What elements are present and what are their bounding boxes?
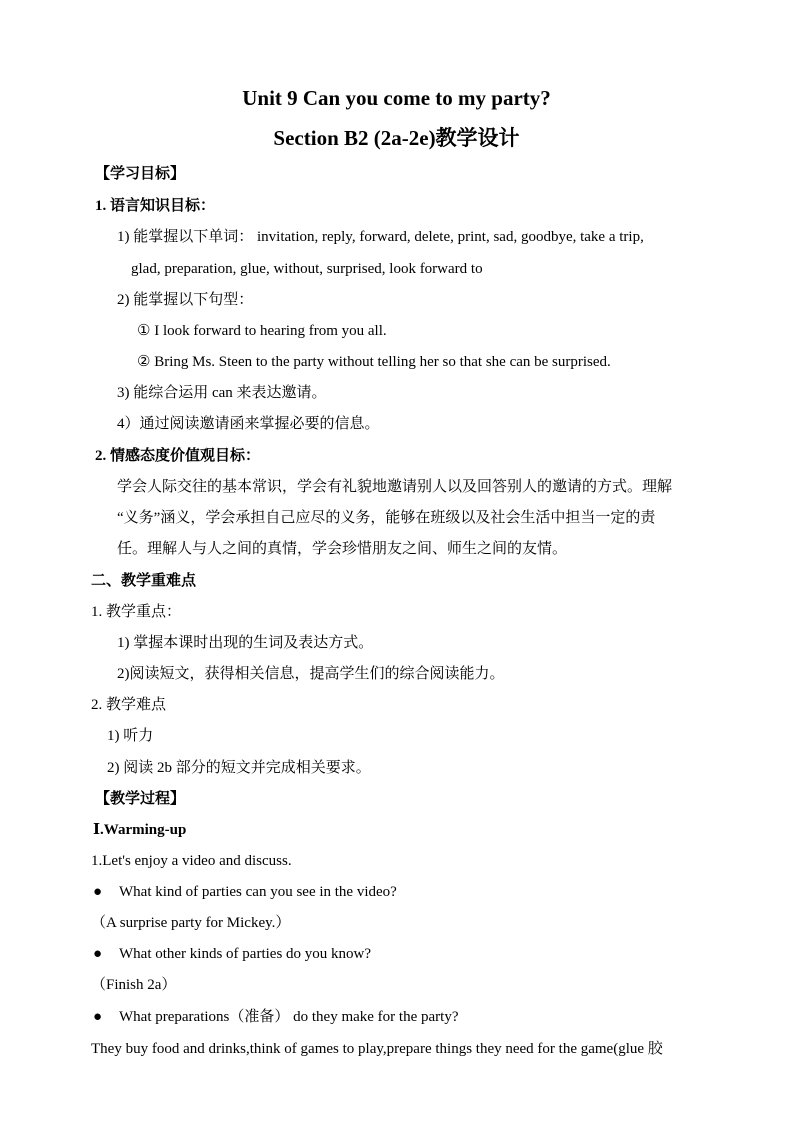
language-objectives-heading: 1. 语言知识目标： [95,198,216,214]
emotion-text-line-1: 学会人际交往的基本常识，学会有礼貌地邀请别人以及回答别人的邀请的方式。理解 [117,479,673,495]
key-point-2b: 2) 阅读 2b 部分的短文并完成相关要求。 [107,760,371,776]
sentence-2: ② Bring Ms. Steen to the party without telling her so that she can be surprised. [137,354,611,370]
key-point-1b: 2)阅读短文，获得相关信息，提高学生们的综合阅读能力。 [117,666,505,682]
language-objective-3: 3) 能综合运用 can 来表达邀请。 [117,385,327,401]
answer-1: （A surprise party for Mickey.） [91,915,291,931]
bullet-icon: ● [93,884,103,900]
document-subtitle: Section B2 (2a-2e)教学设计 [273,126,520,150]
key-points-heading: 二、教学重难点 [91,573,197,589]
language-objective-4: 4）通过阅读邀请函来掌握必要的信息。 [117,416,380,432]
key-point-1: 1. 教学重点： [91,604,182,620]
emotion-objectives-heading: 2. 情感态度价值观目标： [95,448,261,464]
question-2: What other kinds of parties do you know? [119,946,372,962]
document-title: Unit 9 Can you come to my party? [242,86,551,110]
bullet-icon: ● [93,1009,103,1025]
language-objective-1: 1) 能掌握以下单词： invitation, reply, forward, delete, print, sad, goodbye, take a trip, [117,229,644,245]
key-point-2a: 1) 听力 [107,728,154,744]
key-point-2: 2. 教学难点 [91,697,167,713]
warmup-step-1: 1.Let's enjoy a video and discuss. [91,853,292,869]
objectives-heading: 【学习目标】 [95,166,186,182]
answer-2: （Finish 2a） [91,977,177,993]
process-heading: 【教学过程】 [95,791,186,807]
emotion-text-line-3: 任。理解人与人之间的真情，学会珍惜朋友之间、师生之间的友情。 [117,541,568,557]
language-objective-1-cont: glad, preparation, glue, without, surprised, look forward to [131,261,483,277]
warmup-heading: Ⅰ.Warming-up [93,822,187,838]
question-3: What preparations（准备） do they make for the party? [119,1009,459,1025]
answer-3-text: They buy food and drinks,think of games to play,prepare things they need for the game(glue 胶 [91,1041,663,1057]
question-1: What kind of parties can you see in the video? [119,884,397,900]
bullet-icon: ● [93,946,103,962]
key-point-1a: 1) 掌握本课时出现的生词及表达方式。 [117,635,374,651]
sentence-1: ① I look forward to hearing from you all. [137,323,387,339]
emotion-text-line-2: “义务”涵义，学会承担自己应尽的义务，能够在班级以及社会生活中担当一定的责 [117,510,656,526]
language-objective-2: 2) 能掌握以下句型： [117,292,254,308]
